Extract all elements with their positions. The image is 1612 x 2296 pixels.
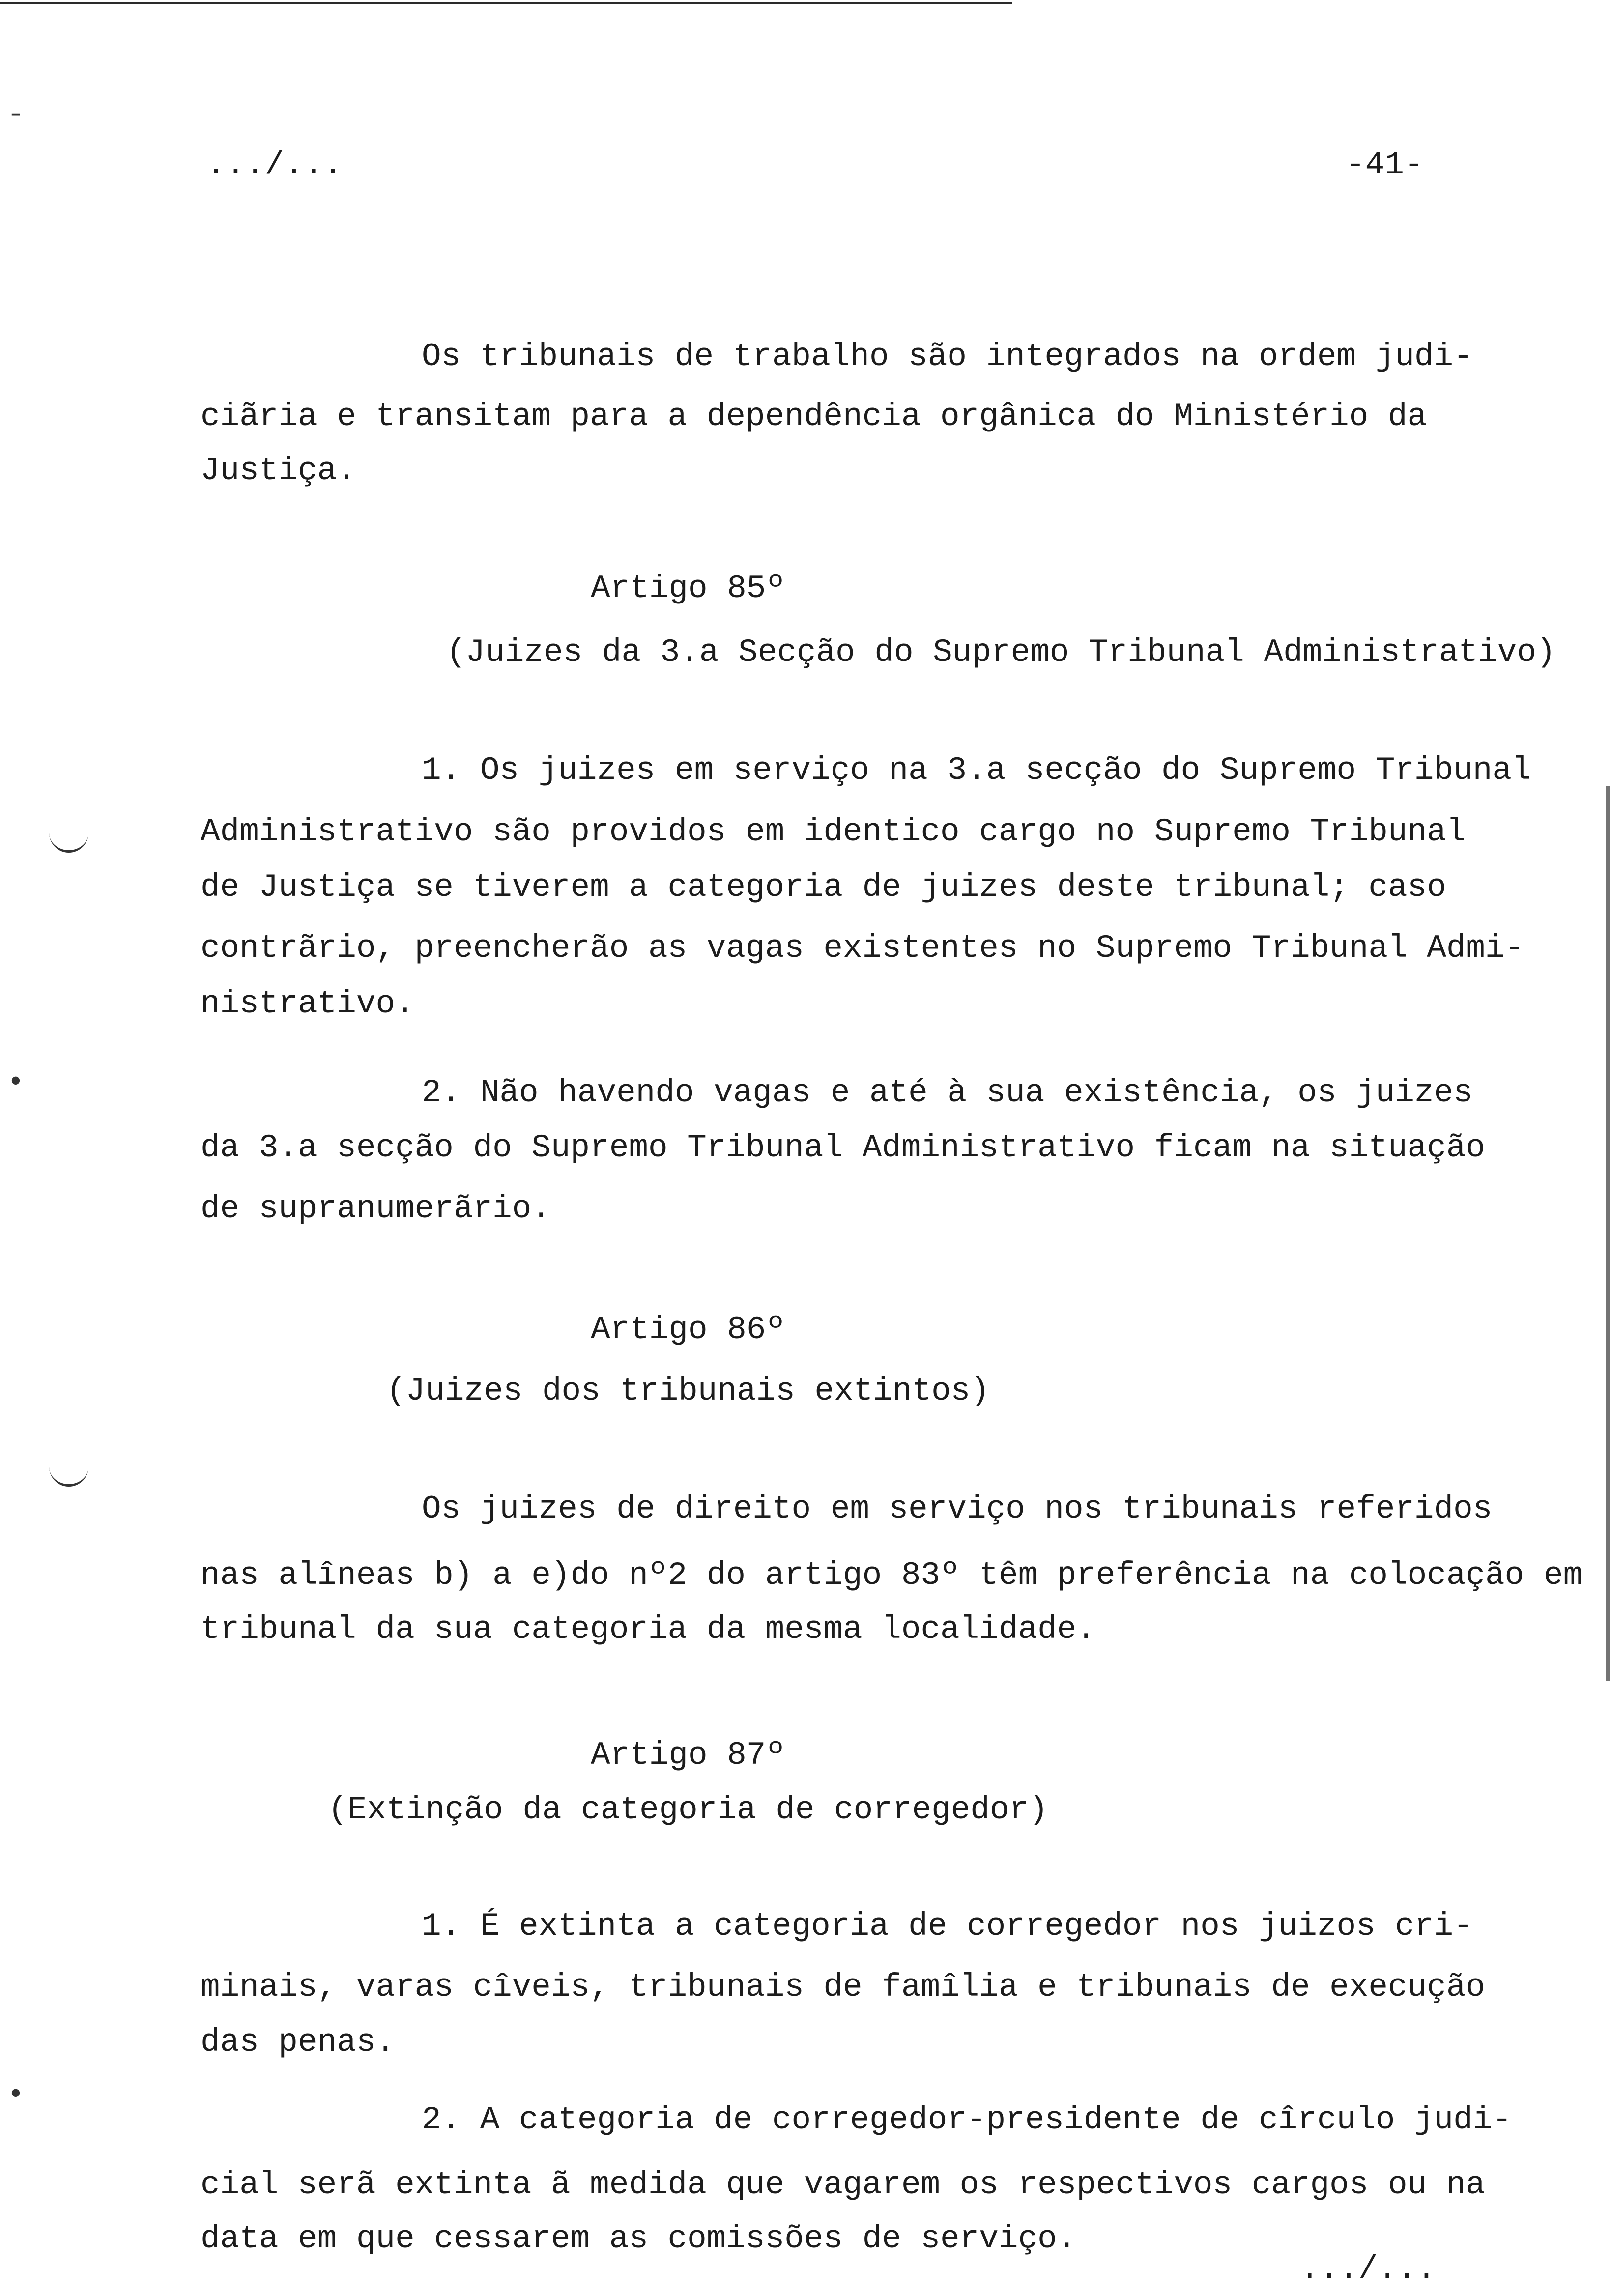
paragraph-line: 2. A categoria de corregedor-presidente de cîrculo judi- <box>422 2101 1512 2138</box>
article-85-subtitle: (Juizes da 3.a Secção do Supremo Tribunal Administrativo) <box>446 634 1556 671</box>
paragraph-line: 1. É extinta a categoria de corregedor nos juizos cri- <box>422 1908 1473 1945</box>
article-87-title: Artigo 87º <box>590 1737 786 1774</box>
paragraph-line: tribunal da sua categoria da mesma localidade. <box>201 1611 1096 1648</box>
paragraph-line: de supranumerãrio. <box>201 1190 551 1227</box>
punch-hole-mark <box>49 1464 88 1487</box>
paragraph-line: nas alîneas b) a e)do nº2 do artigo 83º têm preferência na colocação em <box>201 1557 1583 1594</box>
paragraph-line: Administrativo são providos em identico cargo no Supremo Tribunal <box>201 813 1466 850</box>
paragraph-line: da 3.a secção do Supremo Tribunal Administrativo ficam na situação <box>201 1129 1486 1166</box>
paragraph-line: das penas. <box>201 2024 396 2061</box>
paragraph-line: data em que cessarem as comissões de serviço. <box>201 2220 1077 2257</box>
header-continuation: .../... <box>206 146 343 183</box>
margin-mark: • <box>7 1066 25 1100</box>
margin-mark: - <box>7 98 25 132</box>
paragraph-line: de Justiça se tiverem a categoria de juizes deste tribunal; caso <box>201 869 1446 906</box>
paragraph-line: 1. Os juizes em serviço na 3.a secção do Supremo Tribunal <box>422 752 1531 789</box>
paragraph-line: cial serã extinta ã medida que vagarem os respectivos cargos ou na <box>201 2166 1486 2203</box>
paragraph-line: contrãrio, preencherão as vagas existentes no Supremo Tribunal Admi- <box>201 930 1525 967</box>
article-86-subtitle: (Juizes dos tribunais extintos) <box>386 1373 990 1409</box>
footer-continuation: .../... <box>1300 2251 1437 2288</box>
punch-hole-mark <box>49 831 88 853</box>
paragraph-line: nistrativo. <box>201 985 415 1022</box>
top-border-line <box>0 2 1012 4</box>
intro-line: Justiça. <box>201 452 356 489</box>
article-85-title: Artigo 85º <box>590 570 786 607</box>
article-86-title: Artigo 86º <box>590 1311 786 1348</box>
scan-edge-mark <box>1606 786 1610 1681</box>
article-87-subtitle: (Extinção da categoria de corregedor) <box>328 1791 1048 1828</box>
paragraph-line: 2. Não havendo vagas e até à sua existência, os juizes <box>422 1074 1473 1111</box>
paragraph-line: Os juizes de direito em serviço nos tribunais referidos <box>422 1491 1493 1527</box>
intro-line: Os tribunais de trabalho são integrados na ordem judi- <box>422 338 1473 375</box>
paragraph-line: minais, varas cîveis, tribunais de famîlia e tribunais de execução <box>201 1969 1486 2006</box>
page-number: -41- <box>1346 146 1424 183</box>
intro-line: ciãria e transitam para a dependência orgânica do Ministério da <box>201 398 1427 435</box>
margin-mark: • <box>7 2079 25 2112</box>
